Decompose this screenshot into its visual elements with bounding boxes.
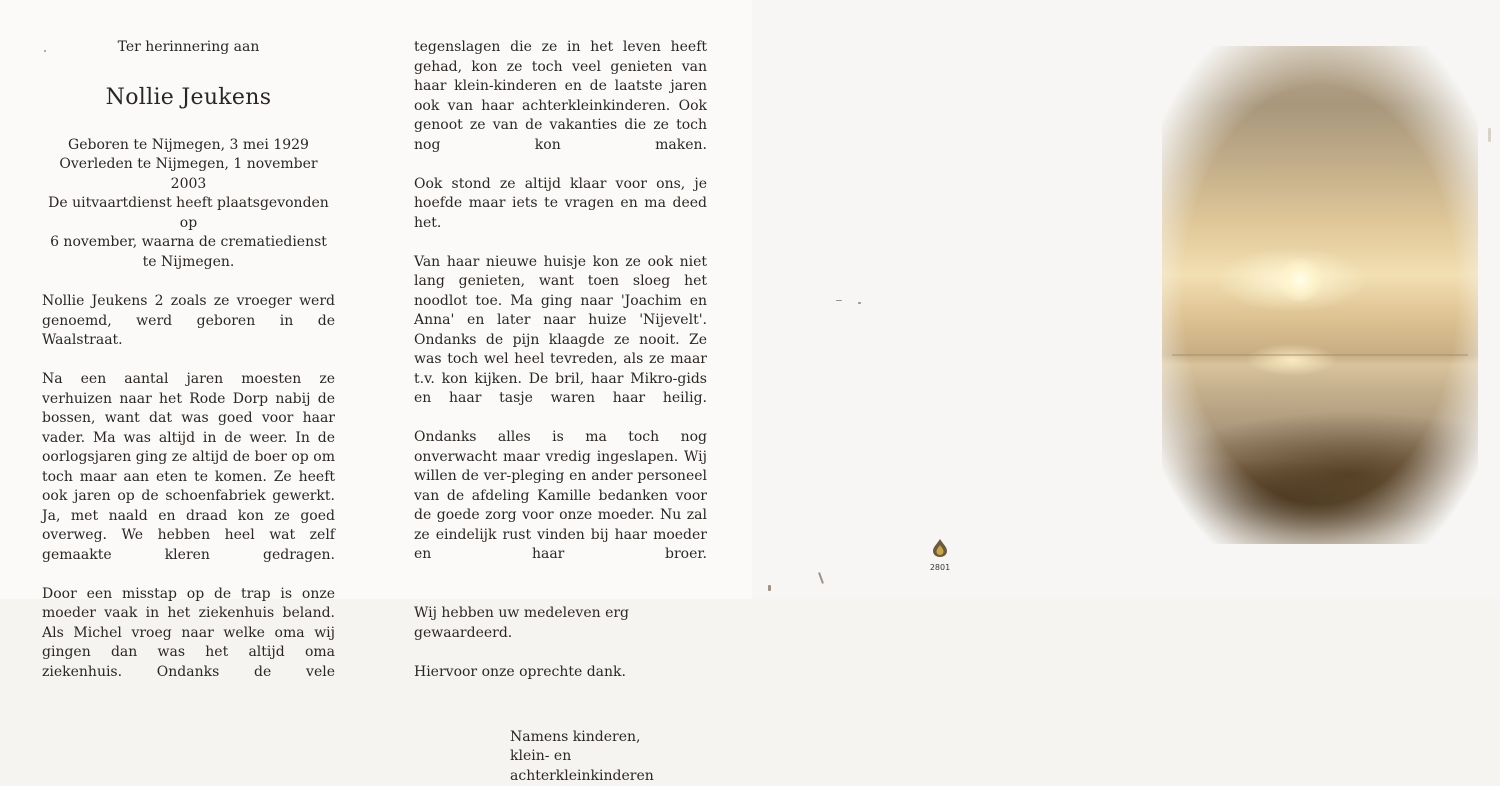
signature-line-1: Namens kinderen, (510, 728, 707, 748)
funeral-line-2: 6 november, waarna de crematiedienst (42, 233, 335, 253)
card-code: 2801 (920, 563, 960, 572)
story-paragraph: tegenslagen die ze in het leven heeft gehad, kon ze toch veel genieten van haar klein-kinderen en de laatste jaren ook van haar achterkleinkinderen. Ook genoot ze van de vakanties die ze toch nog kon maken. (414, 38, 707, 175)
story-paragraph: Van haar nieuwe huisje kon ze ook niet lang genieten, want toen sloeg het noodlot toe. Ma ging naar 'Joachim en Anna' en later naar huize 'Nijevelt'. Ondanks de pijn klaagde ze nooit. Ze was toch wel heel tevreden, als ze maar t.v. kon kijken. De bril, haar Mikro-gids en haar tasje waren haar heilig. (414, 253, 707, 429)
right-text-column (414, 38, 707, 786)
thanks-line-1: Wij hebben uw medeleven erg gewaardeerd. (414, 604, 707, 663)
intro-text: Ter herinnering aan (42, 38, 335, 58)
story-paragraph: Na een aantal jaren moesten ze verhuizen naar het Rode Dorp nabij de bossen, want dat was goed voor haar vader. Ma was altijd in de weer. In de oorlogsjaren ging ze altijd de boer op om toch maar aan eten te komen. Ze heeft ook jaren op de schoenfabriek gewerkt. Ja, met naald en draad kon ze goed overweg. We hebben heel wat zelf gemaakte kleren gedragen. (42, 370, 335, 585)
signature-line-2: klein- en achterkleinkinderen (510, 747, 707, 786)
speck (768, 585, 771, 591)
funeral-line-3: te Nijmegen. (42, 253, 335, 273)
deceased-name: Nollie Jeukens (42, 84, 335, 112)
sunset-sea-photo (1162, 46, 1478, 544)
speck (1488, 128, 1491, 142)
story-paragraph: Ook stond ze altijd klaar voor ons, je hoefde maar iets te vragen en ma deed het. (414, 175, 707, 253)
funeral-line-1: De uitvaartdienst heeft plaatsgevonden op (42, 194, 335, 233)
death-line: Overleden te Nijmegen, 1 november 2003 (42, 155, 335, 194)
speck (836, 300, 842, 301)
horizon-line (1172, 354, 1468, 356)
flame-drop-icon (931, 538, 949, 558)
story-paragraph: Ondanks alles is ma toch nog onverwacht maar vredig ingeslapen. Wij willen de ver-pleging en ander personeel van de afdeling Kamille bedanken voor de goede zorg voor onze moeder. Nu zal ze eindelijk rust vinden bij haar moeder en haar broer. (414, 428, 707, 584)
story-block-left (42, 292, 335, 702)
story-paragraph: Nollie Jeukens 2 zoals ze vroeger werd genoemd, werd geboren in de Waalstraat. (42, 292, 335, 370)
thanks-line-2: Hiervoor onze oprechte dank. (414, 663, 707, 702)
speck (858, 302, 861, 304)
signature-block (414, 728, 707, 786)
left-text-column (42, 38, 335, 702)
thanks-block (414, 604, 707, 702)
speck (44, 50, 46, 52)
story-paragraph: Door een misstap op de trap is onze moeder vaak in het ziekenhuis beland. Als Michel vroeg naar welke oma wij gingen dan was het altijd oma ziekenhuis. Ondanks de vele (42, 585, 335, 702)
dates-block (42, 136, 335, 273)
birth-line: Geboren te Nijmegen, 3 mei 1929 (42, 136, 335, 156)
sun-glow (1278, 258, 1322, 302)
